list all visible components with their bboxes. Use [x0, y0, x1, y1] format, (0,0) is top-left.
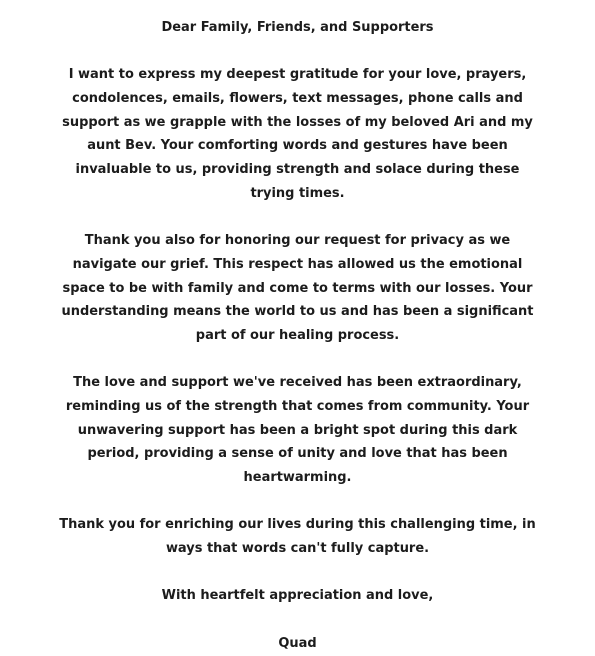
paragraph-2-line-1: Thank you also for honoring our request for privacy as we: [84, 233, 511, 248]
letter-signature: Quad: [278, 636, 317, 651]
paragraph-1-line-4: aunt Bev. Your comforting words and gestures have been: [87, 138, 508, 153]
paragraph-2-line-3: space to be with family and come to terms with our losses. Your: [62, 281, 533, 296]
paragraph-1-line-1: I want to express my deepest gratitude for your love, prayers,: [68, 67, 527, 82]
paragraph-2-line-2: navigate our grief. This respect has allowed us the emotional: [72, 257, 523, 272]
paragraph-3-line-2: reminding us of the strength that comes from community. Your: [65, 399, 530, 414]
paragraph-1-line-5: invaluable to us, providing strength and solace during these: [75, 162, 520, 177]
paragraph-3-line-5: heartwarming.: [243, 470, 352, 485]
paragraph-4-line-2: ways that words can't fully capture.: [165, 541, 430, 556]
paragraph-3-line-1: The love and support we've received has been extraordinary,: [73, 375, 522, 390]
letter-greeting: Dear Family, Friends, and Supporters: [161, 20, 434, 35]
letter-closing: With heartfelt appreciation and love,: [161, 588, 434, 603]
paragraph-3-line-4: period, providing a sense of unity and love that has been: [87, 446, 508, 461]
paragraph-4-line-1: Thank you for enriching our lives during this challenging time, in: [59, 517, 536, 532]
paragraph-2-line-4: understanding means the world to us and has been a significant: [61, 304, 534, 319]
paragraph-1-line-3: support as we grapple with the losses of my beloved Ari and my: [62, 115, 533, 130]
paragraph-3-line-3: unwavering support has been a bright spot during this dark: [77, 423, 518, 438]
paragraph-2-line-5: part of our healing process.: [195, 328, 400, 343]
paragraph-1-line-6: trying times.: [250, 186, 345, 201]
paragraph-1-line-2: condolences, emails, flowers, text messages, phone calls and: [72, 91, 523, 106]
